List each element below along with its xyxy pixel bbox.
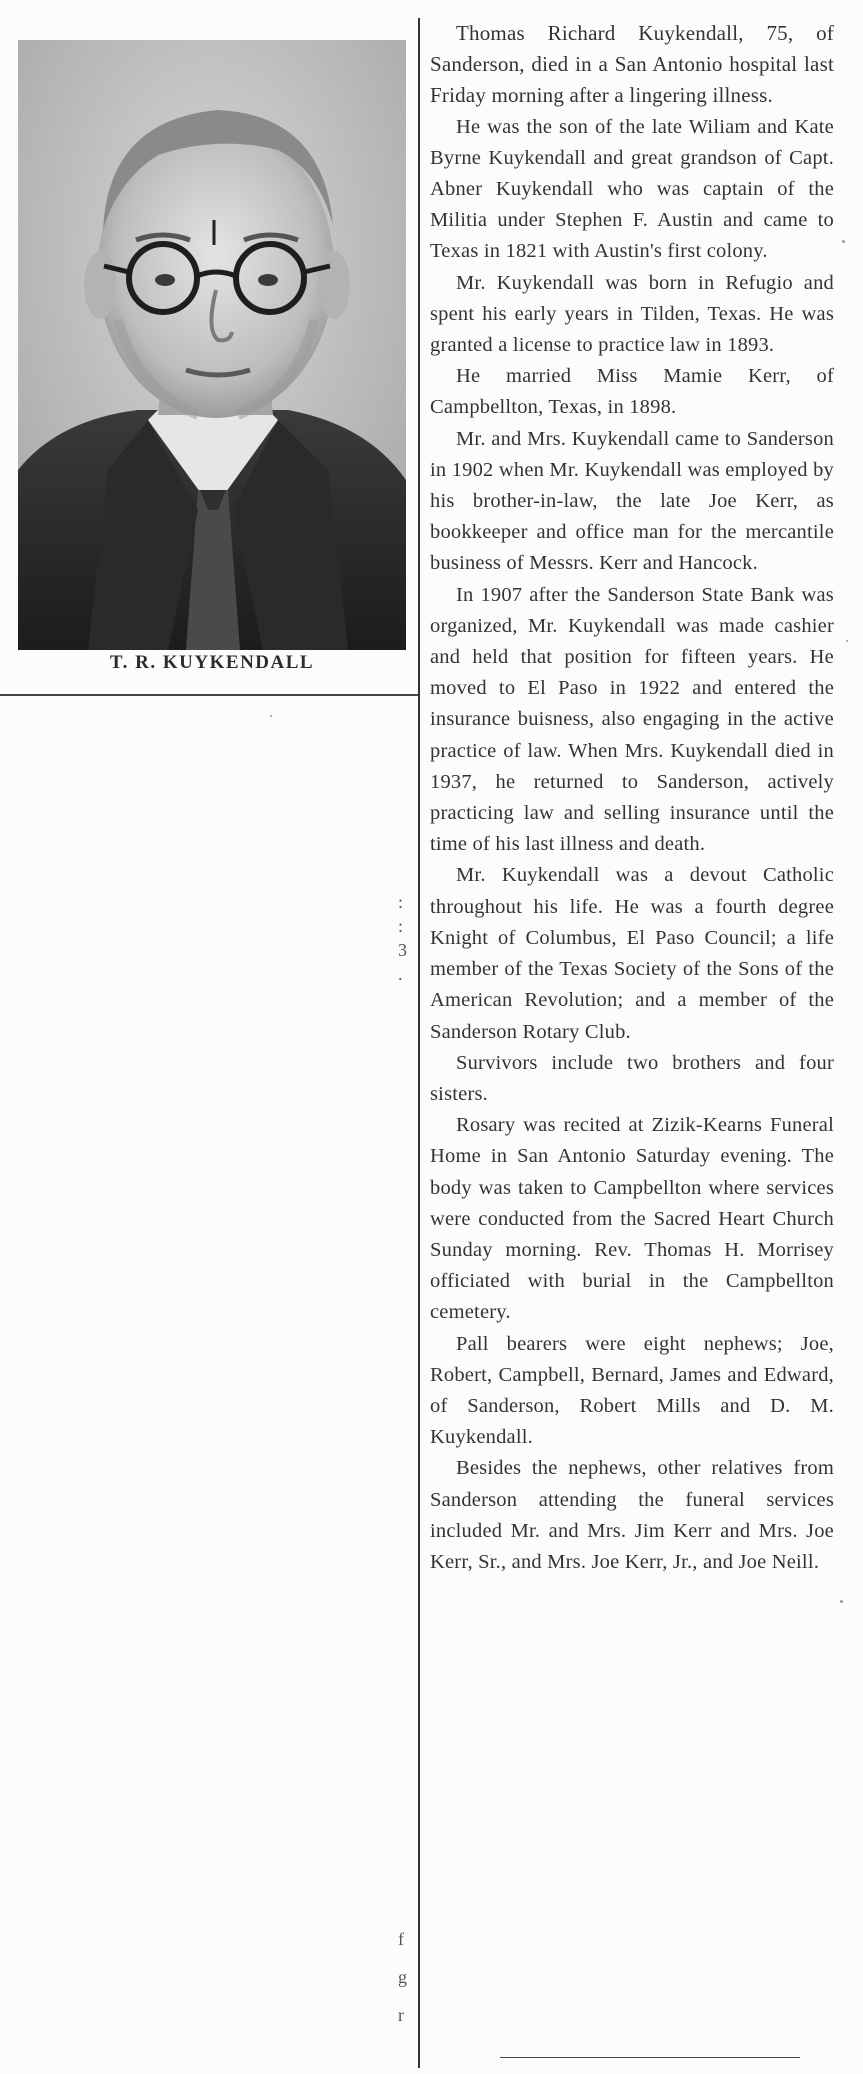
margin-mark: f [398, 1929, 404, 1949]
portrait-icon [18, 40, 406, 650]
article-paragraph: Mr. Kuykendall was a devout Catholic throughout his life. He was a fourth degree Knight of Columbus, El Paso Council; a life member of the Texas Society of the Sons of the American Revolution; and a member of the Sanderson Rotary Club. [430, 864, 834, 1043]
article-paragraph: Survivors include two brothers and four sisters. [430, 1051, 834, 1105]
print-speck [846, 640, 848, 642]
obituary-article [430, 18, 834, 1578]
margin-mark: : [398, 916, 404, 936]
article-paragraph: Rosary was recited at Zizik-Kearns Funeral Home in San Antonio Saturday evening. The body was taken to Campbellton where services were conducted from the Sacred Heart Church Sunday morning. Rev. Thomas H. Morrisey officiated with burial in the Campbellton cemetery. [430, 1114, 834, 1324]
margin-mark: r [398, 2005, 404, 2025]
caption-divider [0, 694, 420, 696]
margin-mark: g [398, 1967, 407, 1987]
margin-marks-mid [398, 890, 407, 986]
portrait-photo [18, 40, 406, 650]
article-paragraph: Mr. and Mrs. Kuykendall came to Sanderson in 1902 when Mr. Kuykendall was employed by his brother-in-law, the late Joe Kerr, as bookkeeper and office man for the mercantile business of Messrs. Kerr and Hancock. [430, 427, 834, 575]
article-paragraph: Besides the nephews, other relatives from Sanderson attending the funeral services included Mr. and Mrs. Jim Kerr and Mrs. Joe Kerr, Sr., and Mrs. Joe Kerr, Jr., and Joe Neill. [430, 1457, 834, 1573]
column-divider [418, 18, 420, 2068]
photo-caption: T. R. KUYKENDALL [109, 652, 315, 673]
print-speck [270, 715, 272, 717]
article-paragraph: Pall bearers were eight nephews; Joe, Robert, Campbell, Bernard, James and Edward, of Sanderson, Robert Mills and D. M. Kuykendall. [430, 1332, 834, 1449]
article-paragraph: He married Miss Mamie Kerr, of Campbellton, Texas, in 1898. [430, 365, 834, 419]
article-end-rule [500, 2057, 800, 2058]
margin-mark: 3 [398, 940, 407, 960]
article-paragraph: In 1907 after the Sanderson State Bank was organized, Mr. Kuykendall was made cashier and held that position for fifteen years. He moved to El Paso in 1922 and entered the insurance buisness, also engaging in the active practice of law. When Mrs. Kuykendall died in 1937, he returned to Sanderson, actively practicing law and selling insurance until the time of his last illness and death. [430, 583, 834, 856]
article-paragraph: Mr. Kuykendall was born in Refugio and spent his early years in Tilden, Texas. He was granted a license to practice law in 1893. [430, 271, 834, 357]
print-speck [840, 1600, 843, 1603]
margin-mark: . [398, 964, 403, 984]
article-paragraph: Thomas Richard Kuykendall, 75, of Sanderson, died in a San Antonio hospital last Friday morning after a lingering illness. [430, 21, 834, 108]
margin-mark: : [398, 892, 404, 912]
margin-marks-bottom [398, 1920, 407, 2034]
print-speck [842, 240, 845, 243]
article-paragraph: He was the son of the late Wiliam and Kate Byrne Kuykendall and great grandson of Capt. Abner Kuykendall who was captain of the Militia under Stephen F. Austin and came to Texas in 1821 with Austin's first colony. [430, 115, 834, 263]
